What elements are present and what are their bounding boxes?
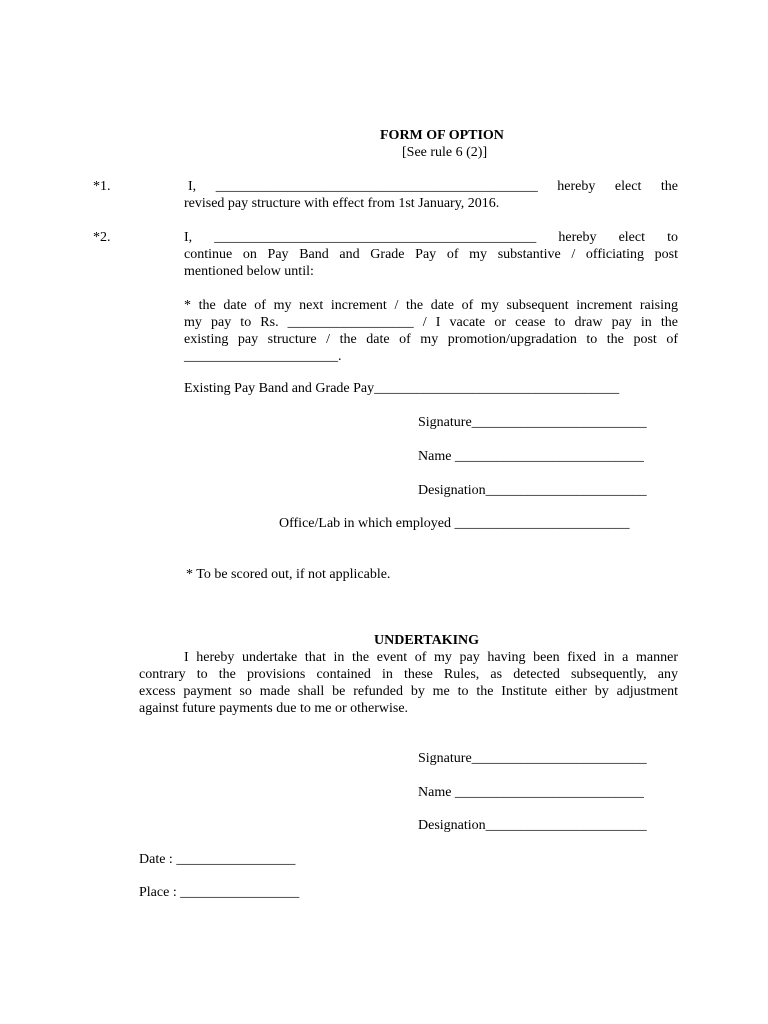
- signature-field: Signature_________________________: [418, 415, 647, 430]
- form-title: FORM OF OPTION: [380, 128, 504, 143]
- date-field: Date : _________________: [139, 852, 296, 867]
- option-1-line-1: I, ______________________________________________ hereby elect the: [188, 179, 678, 194]
- option-2-paragraph-line-1: * the date of my next increment / the date of my subsequent increment raising: [184, 298, 678, 313]
- designation-field: Designation_______________________: [418, 483, 647, 498]
- undertaking-line-1: I hereby undertake that in the event of my pay having been fixed in a manner: [184, 650, 678, 665]
- existing-pay-band-field: Existing Pay Band and Grade Pay___________________________________: [184, 381, 620, 396]
- option-2-paragraph-line-3: existing pay structure / the date of my promotion/upgradation to the post of: [184, 332, 678, 347]
- name-field: Name ___________________________: [418, 449, 644, 464]
- option-2-paragraph-line-4: ______________________.: [184, 349, 342, 364]
- undertaking-name-field: Name ___________________________: [418, 785, 644, 800]
- option-2-line-3: mentioned below until:: [184, 264, 314, 279]
- undertaking-line-3: excess payment so made shall be refunded by me to the Institute either by adjustment: [139, 684, 678, 699]
- option-2-line-2: continue on Pay Band and Grade Pay of my substantive / officiating post: [184, 247, 678, 262]
- undertaking-title: UNDERTAKING: [374, 633, 480, 648]
- undertaking-designation-field: Designation_______________________: [418, 818, 647, 833]
- option-1-number: *1.: [93, 179, 111, 194]
- undertaking-signature-field: Signature_________________________: [418, 751, 647, 766]
- option-2-line-1: I, ______________________________________________ hereby elect to: [184, 230, 678, 245]
- option-2-number: *2.: [93, 230, 111, 245]
- office-lab-field: Office/Lab in which employed _________________________: [279, 516, 630, 531]
- option-2-paragraph-line-2: my pay to Rs. __________________ / I vacate or cease to draw pay in the: [184, 315, 678, 330]
- rule-reference: [See rule 6 (2)]: [402, 145, 488, 160]
- footnote: * To be scored out, if not applicable.: [186, 567, 391, 582]
- option-1-line-2: revised pay structure with effect from 1st January, 2016.: [184, 196, 500, 211]
- undertaking-line-4: against future payments due to me or otherwise.: [139, 701, 409, 716]
- place-field: Place : _________________: [139, 885, 300, 900]
- undertaking-line-2: contrary to the provisions contained in these Rules, as detected subsequently, any: [139, 667, 678, 682]
